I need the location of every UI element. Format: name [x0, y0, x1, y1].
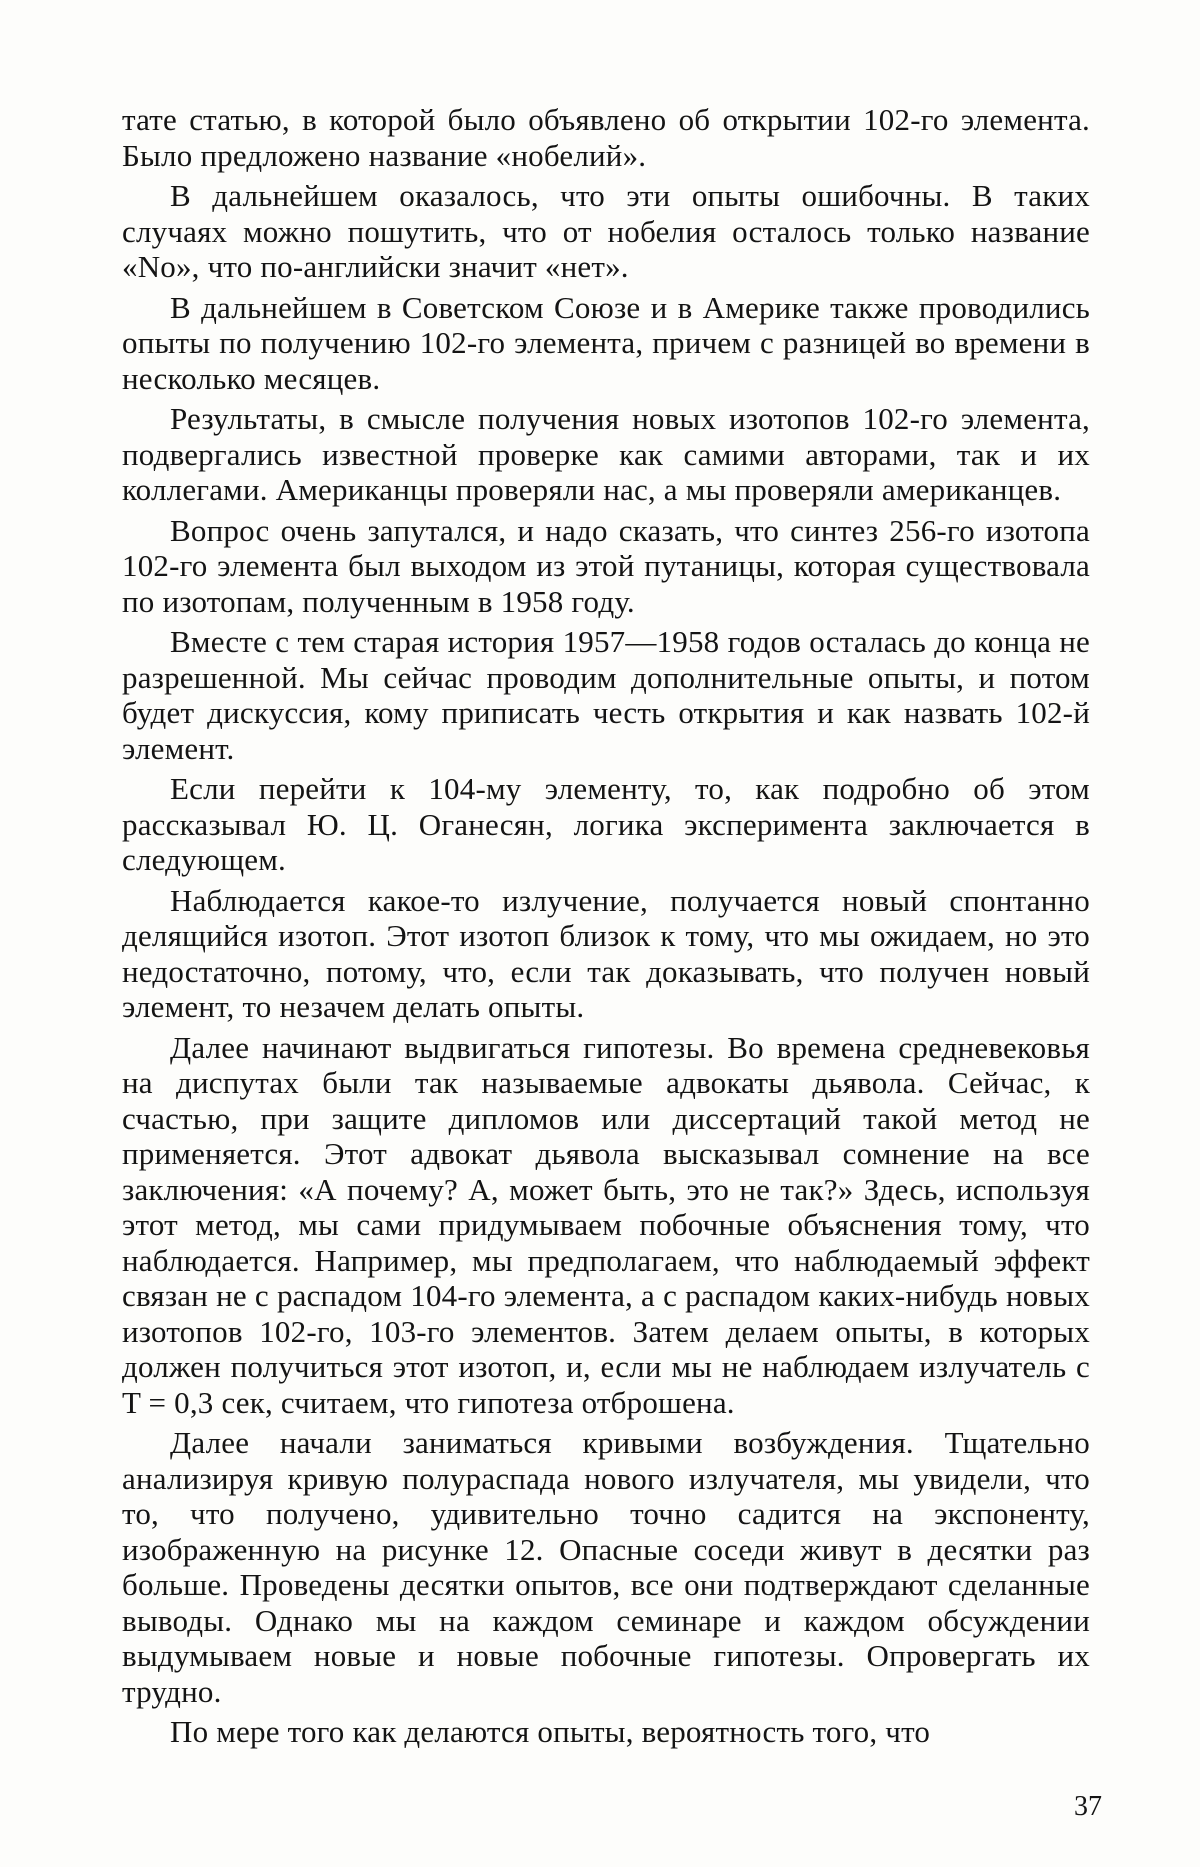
paragraph-continuation: тате статью, в которой было объявлено об открытии 102-го элемента. Было предложено название «нобелий». [122, 102, 1090, 173]
paragraph: Наблюдается какое-то излучение, получается новый спонтанно делящийся изотоп. Этот изотоп близок к тому, что мы ожидаем, но это недостаточно, потому, что, если так доказывать, что получен новый элемент, то незачем делать опыты. [122, 882, 1090, 1024]
paragraph: В дальнейшем в Советском Союзе и в Америке также проводились опыты по получению 102-го элемента, причем с разницей во времени в несколько месяцев. [122, 289, 1090, 396]
paragraph: Далее начинают выдвигаться гипотезы. Во времена средневековья на диспутах были так называемые адвокаты дьявола. Сейчас, к счастью, при защите дипломов или диссертаций такой метод не применяется. Этот адвокат дьявола высказывал сомнение на все заключения: «А почему? А, может быть, это не так?» Здесь, используя этот метод, мы сами придумываем побочные объяснения тому, что наблюдается. Например, мы предполагаем, что наблюдаемый эффект связан не с распадом 104-го элемента, а с распадом каких-нибудь новых изотопов 102-го, 103-го элементов. Затем делаем опыты, в которых должен получиться этот изотоп, и, если мы не наблюдаем излучатель с T = 0,3 сек, считаем, что гипотеза отброшена. [122, 1029, 1090, 1420]
body-text [122, 102, 1090, 1755]
paragraph: По мере того как делаются опыты, вероятность того, что [170, 1714, 931, 1749]
page-number: 37 [1074, 1791, 1102, 1822]
paragraph: Результаты, в смысле получения новых изотопов 102-го элемента, подвергались известной проверке как самими авторами, так и их коллегами. Американцы проверяли нас, а мы проверяли американцев. [122, 401, 1090, 507]
paragraph: Если перейти к 104-му элементу, то, как подробно об этом рассказывал Ю. Ц. Оганесян, логика эксперимента заключается в следующем. [122, 771, 1090, 877]
paragraph: Вопрос очень запутался, и надо сказать, что синтез 256-го изотопа 102-го элемента был выходом из этой путаницы, которая существовала по изотопам, полученным в 1958 году. [122, 512, 1090, 619]
paragraph: Далее начали заниматься кривыми возбуждения. Тщательно анализируя кривую полураспада нового излучателя, мы увидели, что то, что получено, удивительно точно садится на экспоненту, изображенную на рисунке 12. Опасные соседи живут в десятки раз больше. Проведены десятки опытов, все они подтверждают сделанные выводы. Однако мы на каждом семинаре и каждом обсуждении выдумываем новые и новые побочные гипотезы. Опровергать их трудно. [122, 1425, 1090, 1709]
paragraph: В дальнейшем оказалось, что эти опыты ошибочны. В таких случаях можно пошутить, что от нобелия осталось только название «No», что по-английски значит «нет». [122, 178, 1090, 284]
paragraph: Вместе с тем старая история 1957—1958 годов осталась до конца не разрешенной. Мы сейчас проводим дополнительные опыты, и потом будет дискуссия, кому приписать честь открытия и как назвать 102-й элемент. [122, 624, 1090, 766]
